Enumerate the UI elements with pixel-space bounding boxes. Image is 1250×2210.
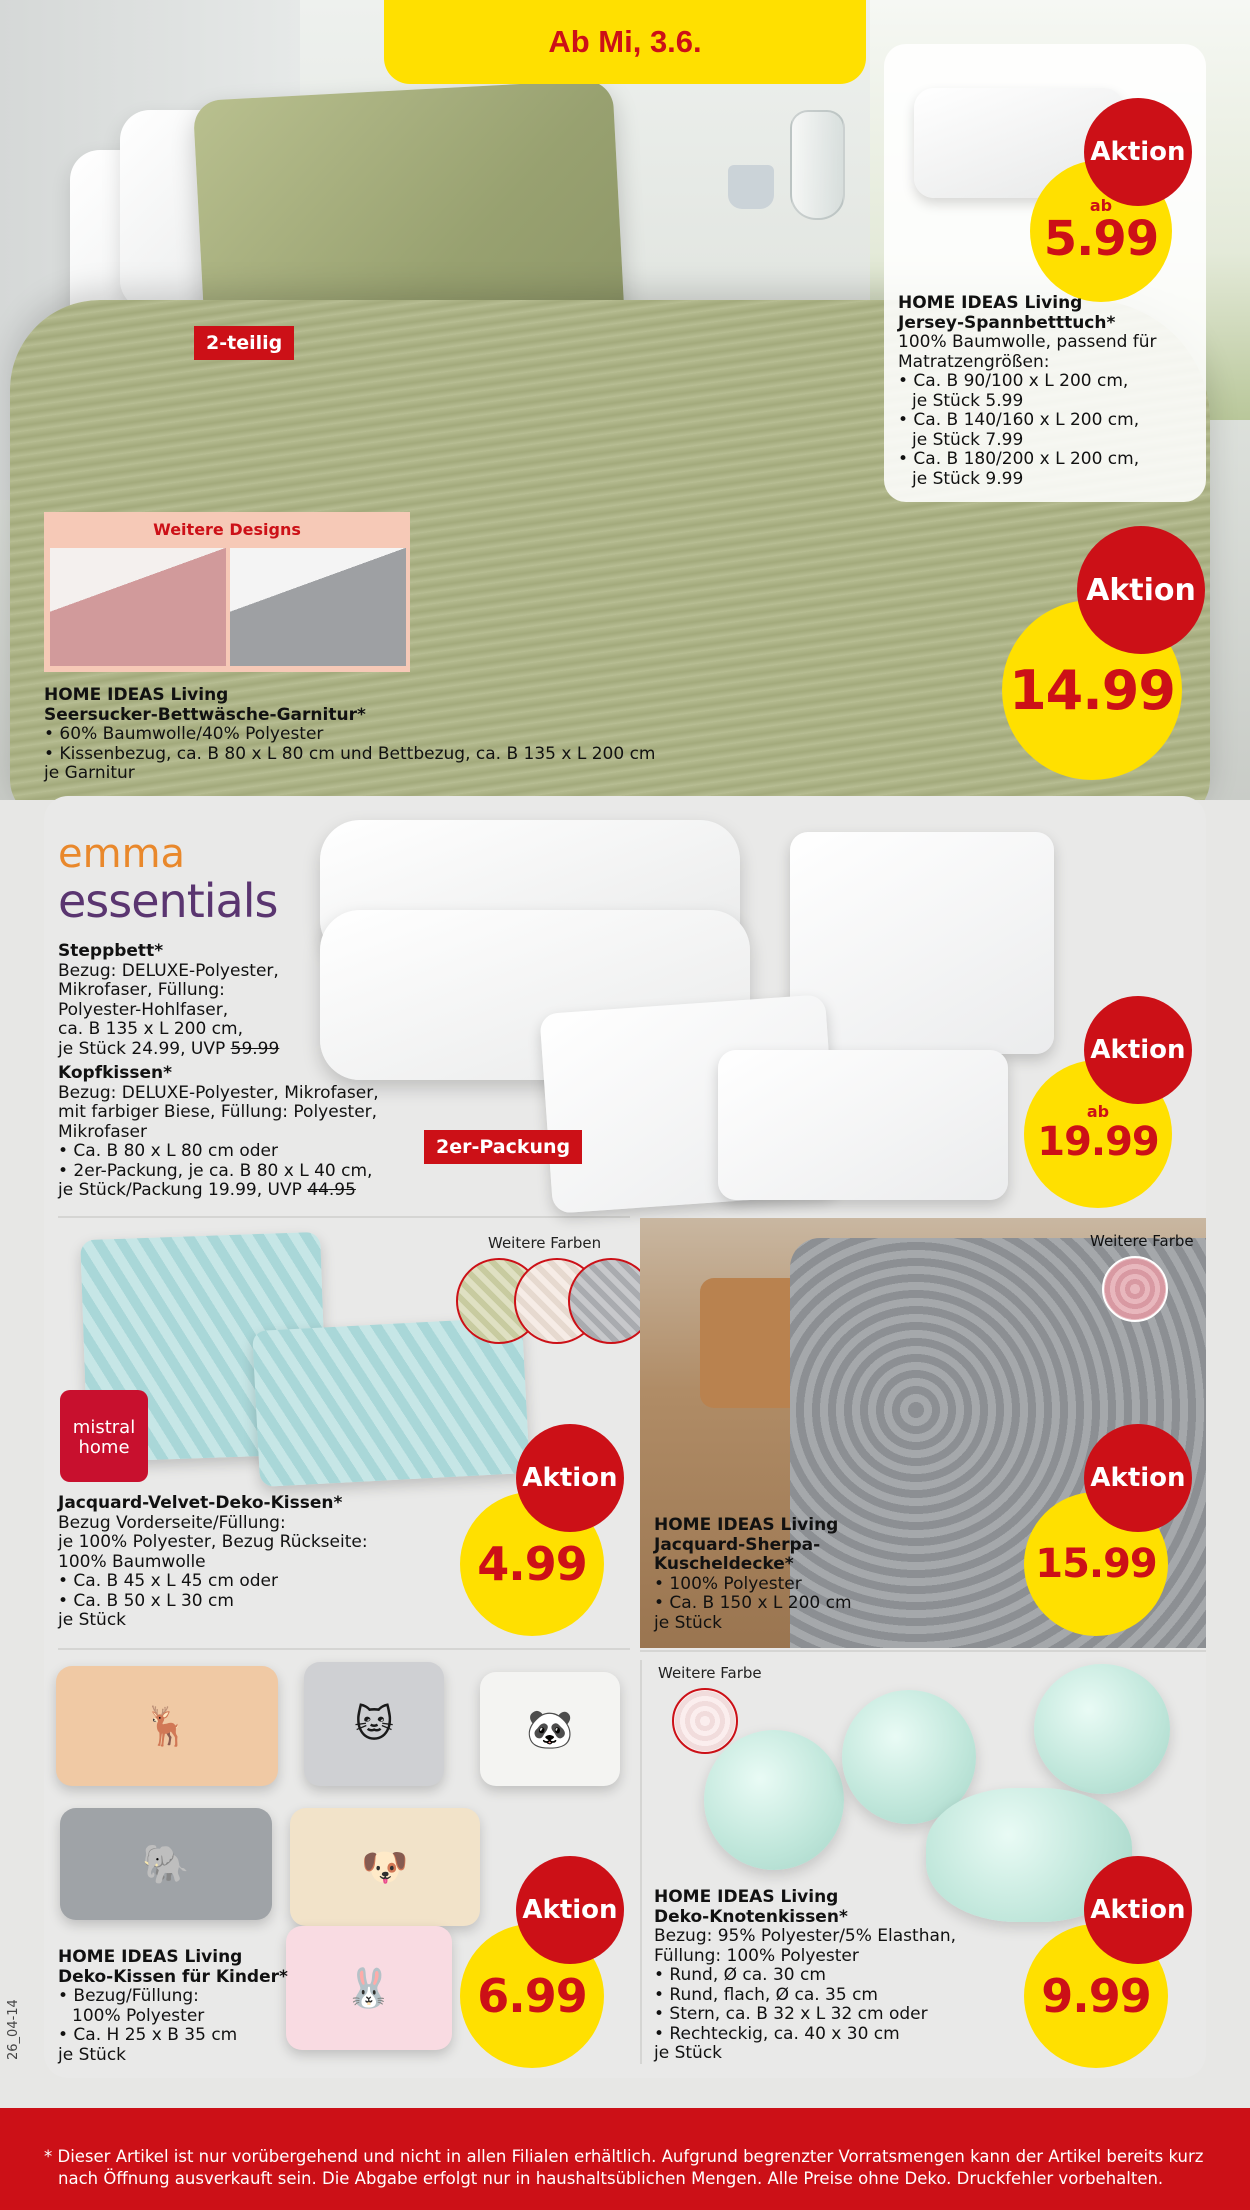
- design-thumb-grey: [230, 548, 406, 666]
- deer-pillow-image: 🦌: [56, 1666, 278, 1786]
- emma-essentials-logo: [58, 832, 277, 926]
- unit-line: je Garnitur: [44, 763, 135, 783]
- unit-line: je Stück: [654, 1612, 723, 1633]
- velvet-description: [58, 1494, 368, 1631]
- price-ab-label: ab: [1086, 1102, 1110, 1121]
- material-line: 100% Baumwolle, passend für: [898, 332, 1157, 352]
- vase-decor: [790, 110, 845, 220]
- more-designs-label: Weitere Designs: [153, 520, 301, 539]
- two-piece-tag: 2-teilig: [194, 326, 294, 360]
- more-colors-label: Weitere Farben: [488, 1234, 602, 1252]
- pillow-image-small: [718, 1050, 1008, 1200]
- product-name: Seersucker-Bettwäsche-Garnitur*: [44, 704, 366, 725]
- size-line: • Ca. B 180/200 x L 200 cm,: [898, 449, 1140, 469]
- material-line: Bezug: 95% Polyester/5% Elasthan,: [654, 1926, 957, 1946]
- cup-decor: [728, 165, 774, 209]
- more-color-label: Weitere Farbe: [658, 1664, 762, 1682]
- panda-pillow-image: 🐼: [480, 1672, 620, 1786]
- size-line: ca. B 135 x L 200 cm,: [58, 1019, 243, 1039]
- size-line: • Rund, flach, Ø ca. 35 cm: [654, 1984, 878, 2005]
- price-value: 19.99: [1037, 1119, 1159, 1165]
- divider: [640, 1660, 642, 2064]
- price-value: 4.99: [477, 1537, 587, 1591]
- unit-line: je Stück: [654, 2043, 723, 2063]
- uvp-price: 44.95: [307, 1180, 356, 1200]
- design-thumb-pink: [50, 548, 226, 666]
- size-line: • Ca. B 80 x L 80 cm oder: [58, 1141, 278, 1161]
- price-value: 14.99: [1009, 658, 1175, 722]
- aktion-badge: Aktion: [1084, 1856, 1192, 1964]
- size-line: • Ca. B 45 x L 45 cm oder: [58, 1571, 278, 1591]
- divider: [58, 1216, 630, 1218]
- aktion-badge: Aktion: [1077, 526, 1205, 654]
- aktion-badge: Aktion: [1084, 98, 1192, 206]
- more-color-label: Weitere Farbe: [1090, 1232, 1194, 1250]
- brand-line: HOME IDEAS Living: [654, 1887, 839, 1907]
- uvp-price: 59.99: [230, 1038, 280, 1059]
- material-line: Polyester-Hohlfaser,: [58, 999, 229, 1020]
- cat-pillow-image: 🐱: [304, 1662, 444, 1786]
- brand-line: HOME IDEAS Living: [44, 685, 229, 705]
- material-line: Bezug: DELUXE-Polyester,: [58, 960, 279, 981]
- size-line: • 2er-Packung, je ca. B 80 x L 40 cm,: [58, 1160, 373, 1181]
- material-line: • 60% Baumwolle/40% Polyester: [44, 724, 324, 744]
- steppbett-description: [58, 942, 279, 1059]
- brand-line: HOME IDEAS Living: [58, 1947, 243, 1967]
- mistral-home-logo: mistral home: [60, 1390, 148, 1482]
- product-name: Kuscheldecke*: [654, 1554, 794, 1574]
- color-swatch-rose: [672, 1688, 738, 1754]
- unit-line: je Stück: [58, 2044, 127, 2065]
- material-line: 100% Polyester: [72, 2005, 205, 2026]
- aktion-badge: Aktion: [516, 1856, 624, 1964]
- material-line: mit farbiger Biese, Füllung: Polyester,: [58, 1102, 378, 1122]
- size-line: • Kissenbezug, ca. B 80 x L 80 cm und Bettbezug, ca. B 135 x L 200 cm: [44, 743, 656, 764]
- product-name: Jacquard-Sherpa-: [654, 1534, 821, 1555]
- size-line: • Ca. B 140/160 x L 200 cm,: [898, 410, 1140, 430]
- material-line: 100% Baumwolle: [58, 1551, 206, 1572]
- spannbetttuch-description: [898, 294, 1157, 489]
- price-line: je Stück 7.99: [912, 429, 1024, 450]
- size-line: • Ca. B 90/100 x L 200 cm,: [898, 371, 1129, 391]
- material-line: Bezug: DELUXE-Polyester, Mikrofaser,: [58, 1082, 379, 1103]
- size-line: • Rund, Ø ca. 30 cm: [654, 1965, 826, 1985]
- material-line: Füllung: 100% Polyester: [654, 1945, 859, 1966]
- more-designs-box: [44, 512, 410, 672]
- material-line: • 100% Polyester: [654, 1573, 802, 1594]
- aktion-badge: Aktion: [516, 1424, 624, 1532]
- material-line: Matratzengrößen:: [898, 351, 1050, 372]
- aktion-badge: Aktion: [1084, 996, 1192, 1104]
- product-name: Jacquard-Velvet-Deko-Kissen*: [58, 1493, 343, 1513]
- price-text: je Stück/Packung 19.99, UVP: [58, 1180, 302, 1200]
- bettwaesche-description: [44, 686, 656, 784]
- price-text: je Stück 24.99, UVP: [58, 1038, 226, 1059]
- price-line: [58, 1181, 379, 1201]
- knoten-description: [654, 1888, 956, 2064]
- disclaimer-line: nach Öffnung ausverkauft sein. Die Abgabe erfolgt nur in haushaltsüblichen Mengen. Alle Preise ohne Deko. Druckfehler vorbehalten.: [58, 2169, 1164, 2188]
- product-name: Deko-Kissen für Kinder*: [58, 1966, 288, 1987]
- two-pack-tag: 2er-Packung: [424, 1130, 582, 1164]
- brand-line: HOME IDEAS Living: [898, 293, 1083, 313]
- price-ab-label: ab: [1089, 196, 1113, 215]
- price-line: [58, 1040, 279, 1060]
- kopfkissen-description: [58, 1064, 379, 1201]
- product-name: Steppbett*: [58, 941, 164, 961]
- unit-line: je Stück: [58, 1610, 127, 1630]
- price-value: 9.99: [1041, 1969, 1151, 2023]
- size-line: • Ca. B 150 x L 200 cm: [654, 1593, 852, 1613]
- knot-pillow-image: [704, 1730, 844, 1870]
- size-line: • Rechteckig, ca. 40 x 30 cm: [654, 2023, 900, 2044]
- brand-line: HOME IDEAS Living: [654, 1515, 839, 1535]
- material-line: Mikrofaser, Füllung:: [58, 980, 225, 1000]
- material-line: Bezug Vorderseite/Füllung:: [58, 1512, 286, 1533]
- bunny-pillow-image: 🐰: [286, 1926, 452, 2050]
- material-line: Mikrofaser: [58, 1121, 147, 1142]
- date-banner: Ab Mi, 3.6.: [384, 0, 866, 84]
- elephant-pillow-image: 🐘: [60, 1808, 272, 1920]
- sherpa-description: [654, 1516, 852, 1633]
- dog-pillow-image: 🐶: [290, 1808, 480, 1926]
- kinder-description: [58, 1948, 288, 2065]
- size-line: • Stern, ca. B 32 x L 32 cm oder: [654, 2004, 928, 2024]
- material-line: je 100% Polyester, Bezug Rückseite:: [58, 1532, 368, 1552]
- divider: [640, 1650, 1206, 1652]
- price-line: je Stück 9.99: [912, 468, 1024, 489]
- product-name: Jersey-Spannbetttuch*: [898, 312, 1116, 333]
- price-line: je Stück 5.99: [912, 390, 1024, 411]
- size-line: • Ca. B 50 x L 30 cm: [58, 1590, 234, 1611]
- page-code: 26_04-14: [6, 1999, 21, 2060]
- emma-logo-text: emma: [58, 831, 186, 877]
- price-value: 6.99: [477, 1969, 587, 2023]
- essentials-logo-text: essentials: [58, 874, 278, 928]
- price-value: 5.99: [1043, 211, 1159, 267]
- knot-pillow-image: [1034, 1664, 1170, 1794]
- footer-disclaimer: [0, 2108, 1250, 2210]
- price-value: 15.99: [1035, 1541, 1157, 1587]
- color-swatch-pink: [1102, 1256, 1168, 1322]
- disclaimer-line: * Dieser Artikel ist nur vorübergehend und nicht in allen Filialen erhältlich. Aufgrund begrenzter Vorratsmengen kann der Artikel bereits kurz: [44, 2147, 1204, 2166]
- size-line: • Ca. H 25 x B 35 cm: [58, 2025, 238, 2045]
- material-line: • Bezug/Füllung:: [58, 1986, 199, 2006]
- aktion-badge: Aktion: [1084, 1424, 1192, 1532]
- product-name: Kopfkissen*: [58, 1063, 173, 1083]
- divider: [58, 1648, 630, 1650]
- product-name: Deko-Knotenkissen*: [654, 1906, 848, 1927]
- pillow-image-large: [790, 832, 1054, 1054]
